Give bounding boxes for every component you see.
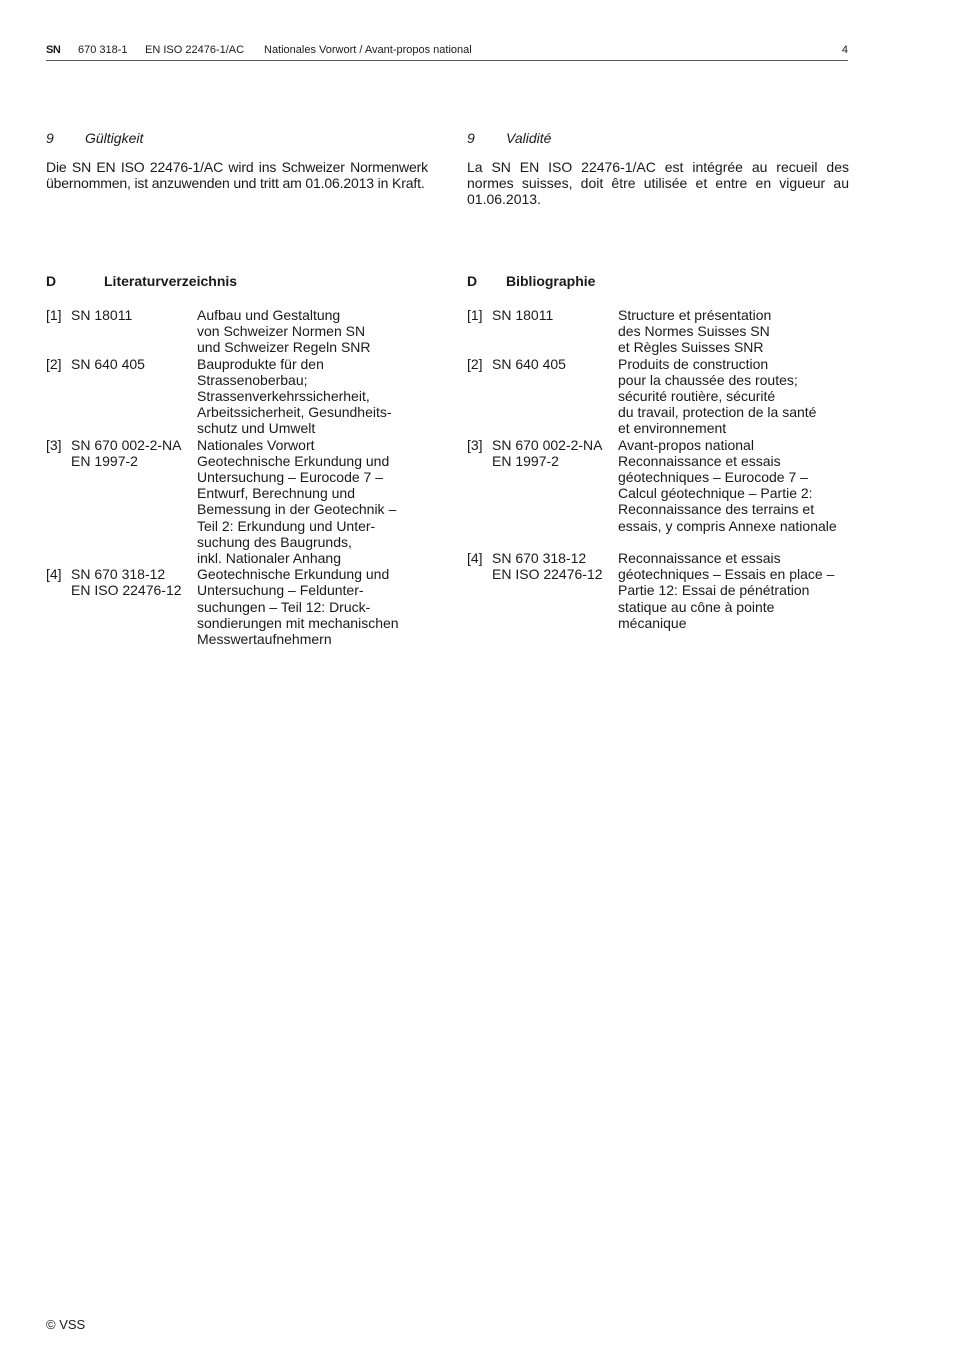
document-code: 670 318-1 — [78, 44, 128, 56]
section-letter: D — [467, 273, 478, 289]
norm-reference: EN ISO 22476-1/AC — [145, 44, 245, 56]
section-number: 9 — [46, 130, 54, 146]
list-item — [467, 437, 849, 550]
list-item — [46, 356, 428, 437]
bibliography-heading — [46, 273, 428, 291]
section-letter: D — [46, 273, 57, 289]
entry-description: Bauprodukte für den Strassenoberbau; Strassenverkehrssicherheit, Arbeitssicherheit, Gesundheits- schutz und Umwelt — [197, 355, 392, 437]
entry-index: [2] — [467, 355, 483, 372]
copyright-footer: © VSS — [46, 1317, 86, 1332]
entry-reference: SN 670 002-2-NA EN 1997-2 — [492, 436, 603, 469]
bibliography-list — [46, 307, 428, 647]
entry-index: [3] — [46, 436, 62, 453]
french-column — [467, 130, 849, 631]
section-title: Literaturverzeichnis — [104, 273, 238, 289]
entry-reference: SN 670 318-12 EN ISO 22476-12 — [71, 566, 182, 599]
entry-index: [1] — [46, 307, 62, 323]
entry-reference: SN 670 318-12 EN ISO 22476-12 — [492, 550, 603, 583]
list-item — [467, 550, 849, 631]
entry-reference: SN 670 002-2-NA EN 1997-2 — [71, 436, 182, 469]
entry-description: Structure et présentation des Normes Suisses SN et Règles Suisses SNR — [618, 307, 772, 356]
entry-description: Nationales Vorwort Geotechnische Erkundung und Untersuchung – Eurocode 7 – Entwurf, Berechnung und Bemessung in der Geotechnik – Teil 2: Erkundung und Unter- suchung des Baugrunds, inkl. Nationaler Anhang — [197, 436, 397, 567]
bibliography-heading — [467, 273, 849, 291]
entry-index: [3] — [467, 436, 483, 453]
entry-index: [4] — [46, 566, 62, 583]
validity-heading — [46, 130, 428, 148]
sn-logo: SN — [46, 44, 61, 56]
section-title: Validité — [506, 130, 552, 146]
section-title: Gültigkeit — [85, 130, 144, 146]
list-item — [467, 307, 849, 356]
header-title: Nationales Vorwort / Avant-propos national — [264, 44, 472, 56]
german-column — [46, 130, 428, 648]
list-item — [46, 566, 428, 647]
entry-description: Aufbau und Gestaltung von Schweizer Normen SN und Schweizer Regeln SNR — [197, 307, 371, 356]
section-title: Bibliographie — [506, 273, 596, 289]
list-item — [46, 307, 428, 356]
entry-index: [1] — [467, 307, 483, 323]
entry-index: [2] — [46, 355, 62, 372]
validity-heading — [467, 130, 849, 148]
entry-reference: SN 640 405 — [71, 355, 145, 372]
list-item — [46, 437, 428, 567]
entry-description: Geotechnische Erkundung und Untersuchung – Feldunter- suchungen – Teil 12: Druck- sondierungen mit mechanischen Messwertaufnehmern — [197, 566, 399, 648]
validity-text: Die SN EN ISO 22476-1/AC wird ins Schweizer Normenwerk übernommen, ist anzuwenden und tritt am 01.06.2013 in Kraft. — [46, 159, 428, 192]
bibliography-list — [467, 307, 849, 631]
entry-reference: SN 640 405 — [492, 355, 566, 372]
validity-text: La SN EN ISO 22476-1/AC est intégrée au recueil des normes suisses, doit être utilisée et entre en vigueur au 01.06.2013. — [467, 159, 849, 208]
entry-reference: SN 18011 — [492, 307, 554, 323]
entry-description: Avant-propos national Reconnaissance et essais géotechniques – Eurocode 7 – Calcul géotechnique – Partie 2: Reconnaissance des terrains et essais, y compris Annexe nationale — [618, 436, 837, 534]
entry-description: Produits de construction pour la chaussée des routes; sécurité routière, sécurité du travail, protection de la santé et environnement — [618, 355, 817, 437]
entry-reference: SN 18011 — [71, 307, 133, 323]
entry-description: Reconnaissance et essais géotechniques – Essais en place – Partie 12: Essai de pénétration statique au cône à pointe mécanique — [618, 550, 835, 631]
entry-index: [4] — [467, 550, 483, 567]
page-number: 4 — [841, 44, 848, 56]
list-item — [467, 356, 849, 437]
section-number: 9 — [467, 130, 475, 146]
page-header — [46, 43, 848, 61]
